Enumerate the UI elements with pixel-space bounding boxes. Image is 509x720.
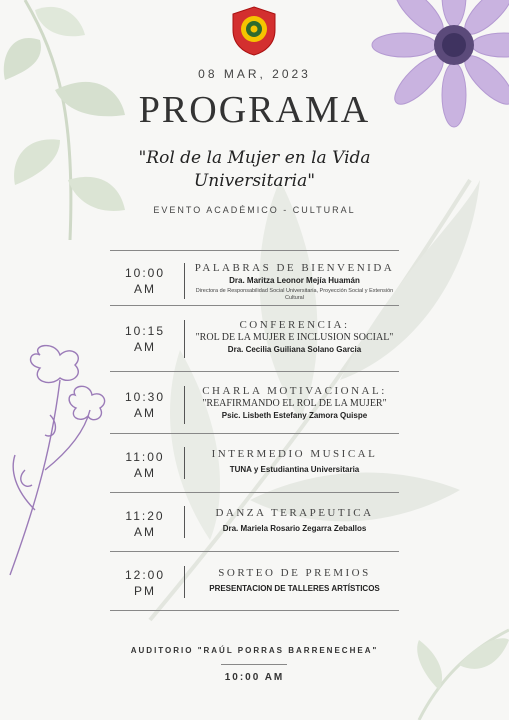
schedule-time [110,449,180,481]
vertical-rule [184,263,185,299]
item-speaker: Psic. Lisbeth Estefany Zamora Quispe [221,411,368,420]
time-hour: 11:20 [125,509,165,523]
time-hour: 11:00 [125,450,165,464]
event-date: 08 MAR, 2023 [198,67,311,81]
schedule-content [190,261,399,302]
time-hour: 10:30 [124,390,166,404]
page-title: PROGRAMA [138,89,371,131]
divider [110,610,399,611]
divider [221,664,287,665]
divider [110,371,399,372]
vertical-rule [184,386,185,424]
divider [110,305,399,306]
schedule-content [190,384,399,421]
divider [110,551,399,552]
schedule-content [190,447,399,475]
divider [110,433,399,434]
time-period: AM [134,282,156,296]
item-title: CONFERENCIA: [239,319,350,331]
item-title: SORTEO DE PREMIOS [218,567,371,579]
vertical-rule [184,566,185,598]
item-title: CHARLA MOTIVACIONAL: [202,385,387,397]
schedule-time [110,389,180,421]
vertical-rule [184,447,185,479]
time-period: AM [134,406,156,420]
leaf-watermark [130,120,490,640]
time-hour: 10:15 [124,324,166,338]
schedule-content [190,506,399,534]
item-speaker: Dra. Maritza Leonor Mejía Huamán [229,276,360,285]
item-speaker: Dra. Mariela Rosario Zegarra Zeballos [222,524,367,533]
schedule-time [110,508,180,540]
event-type: EVENTO ACADÉMICO - CULTURAL [153,205,356,215]
item-speaker: TUNA y Estudiantina Universitaria [229,465,360,474]
schedule-content [190,318,399,355]
time-period: AM [134,525,156,539]
divider [110,250,399,251]
item-note: Directora de Responsabilidad Social Universitaria, Proyección Social y Extensión Cultural [195,288,394,301]
schedule-time [110,265,180,297]
item-title: DANZA TERAPEUTICA [215,507,374,519]
time-hour: 12:00 [124,568,166,582]
item-speaker: PRESENTACION DE TALLERES ARTÍSTICOS [209,584,380,593]
university-seal-icon [231,6,277,56]
venue-label: AUDITORIO "RAÚL PORRAS BARRENECHEA" [130,646,379,655]
schedule-time [110,567,180,599]
schedule-time [110,323,180,355]
item-speaker: Dra. Cecilia Guiliana Solano Garcia [227,345,362,354]
time-hour: 10:00 [124,266,166,280]
time-period: PM [134,584,156,598]
divider [110,492,399,493]
schedule-content [190,566,399,594]
leaf-bottom-right [379,610,509,720]
subtitle-line-1: "Rol de la Mujer en la Vida [138,148,371,168]
event-subtitle [0,147,509,193]
time-period: AM [134,340,156,354]
item-title: INTERMEDIO MUSICAL [211,448,378,460]
vertical-rule [184,506,185,538]
vertical-rule [184,320,185,358]
footer-time: 10:00 AM [224,672,285,683]
item-topic: "REAFIRMANDO EL ROL DE LA MUJER" [202,398,387,409]
subtitle-line-2: Universitaria" [193,171,316,191]
time-period: AM [134,466,156,480]
item-title: PALABRAS DE BIENVENIDA [194,262,395,274]
item-topic: "ROL DE LA MUJER E INCLUSION SOCIAL" [195,332,394,343]
